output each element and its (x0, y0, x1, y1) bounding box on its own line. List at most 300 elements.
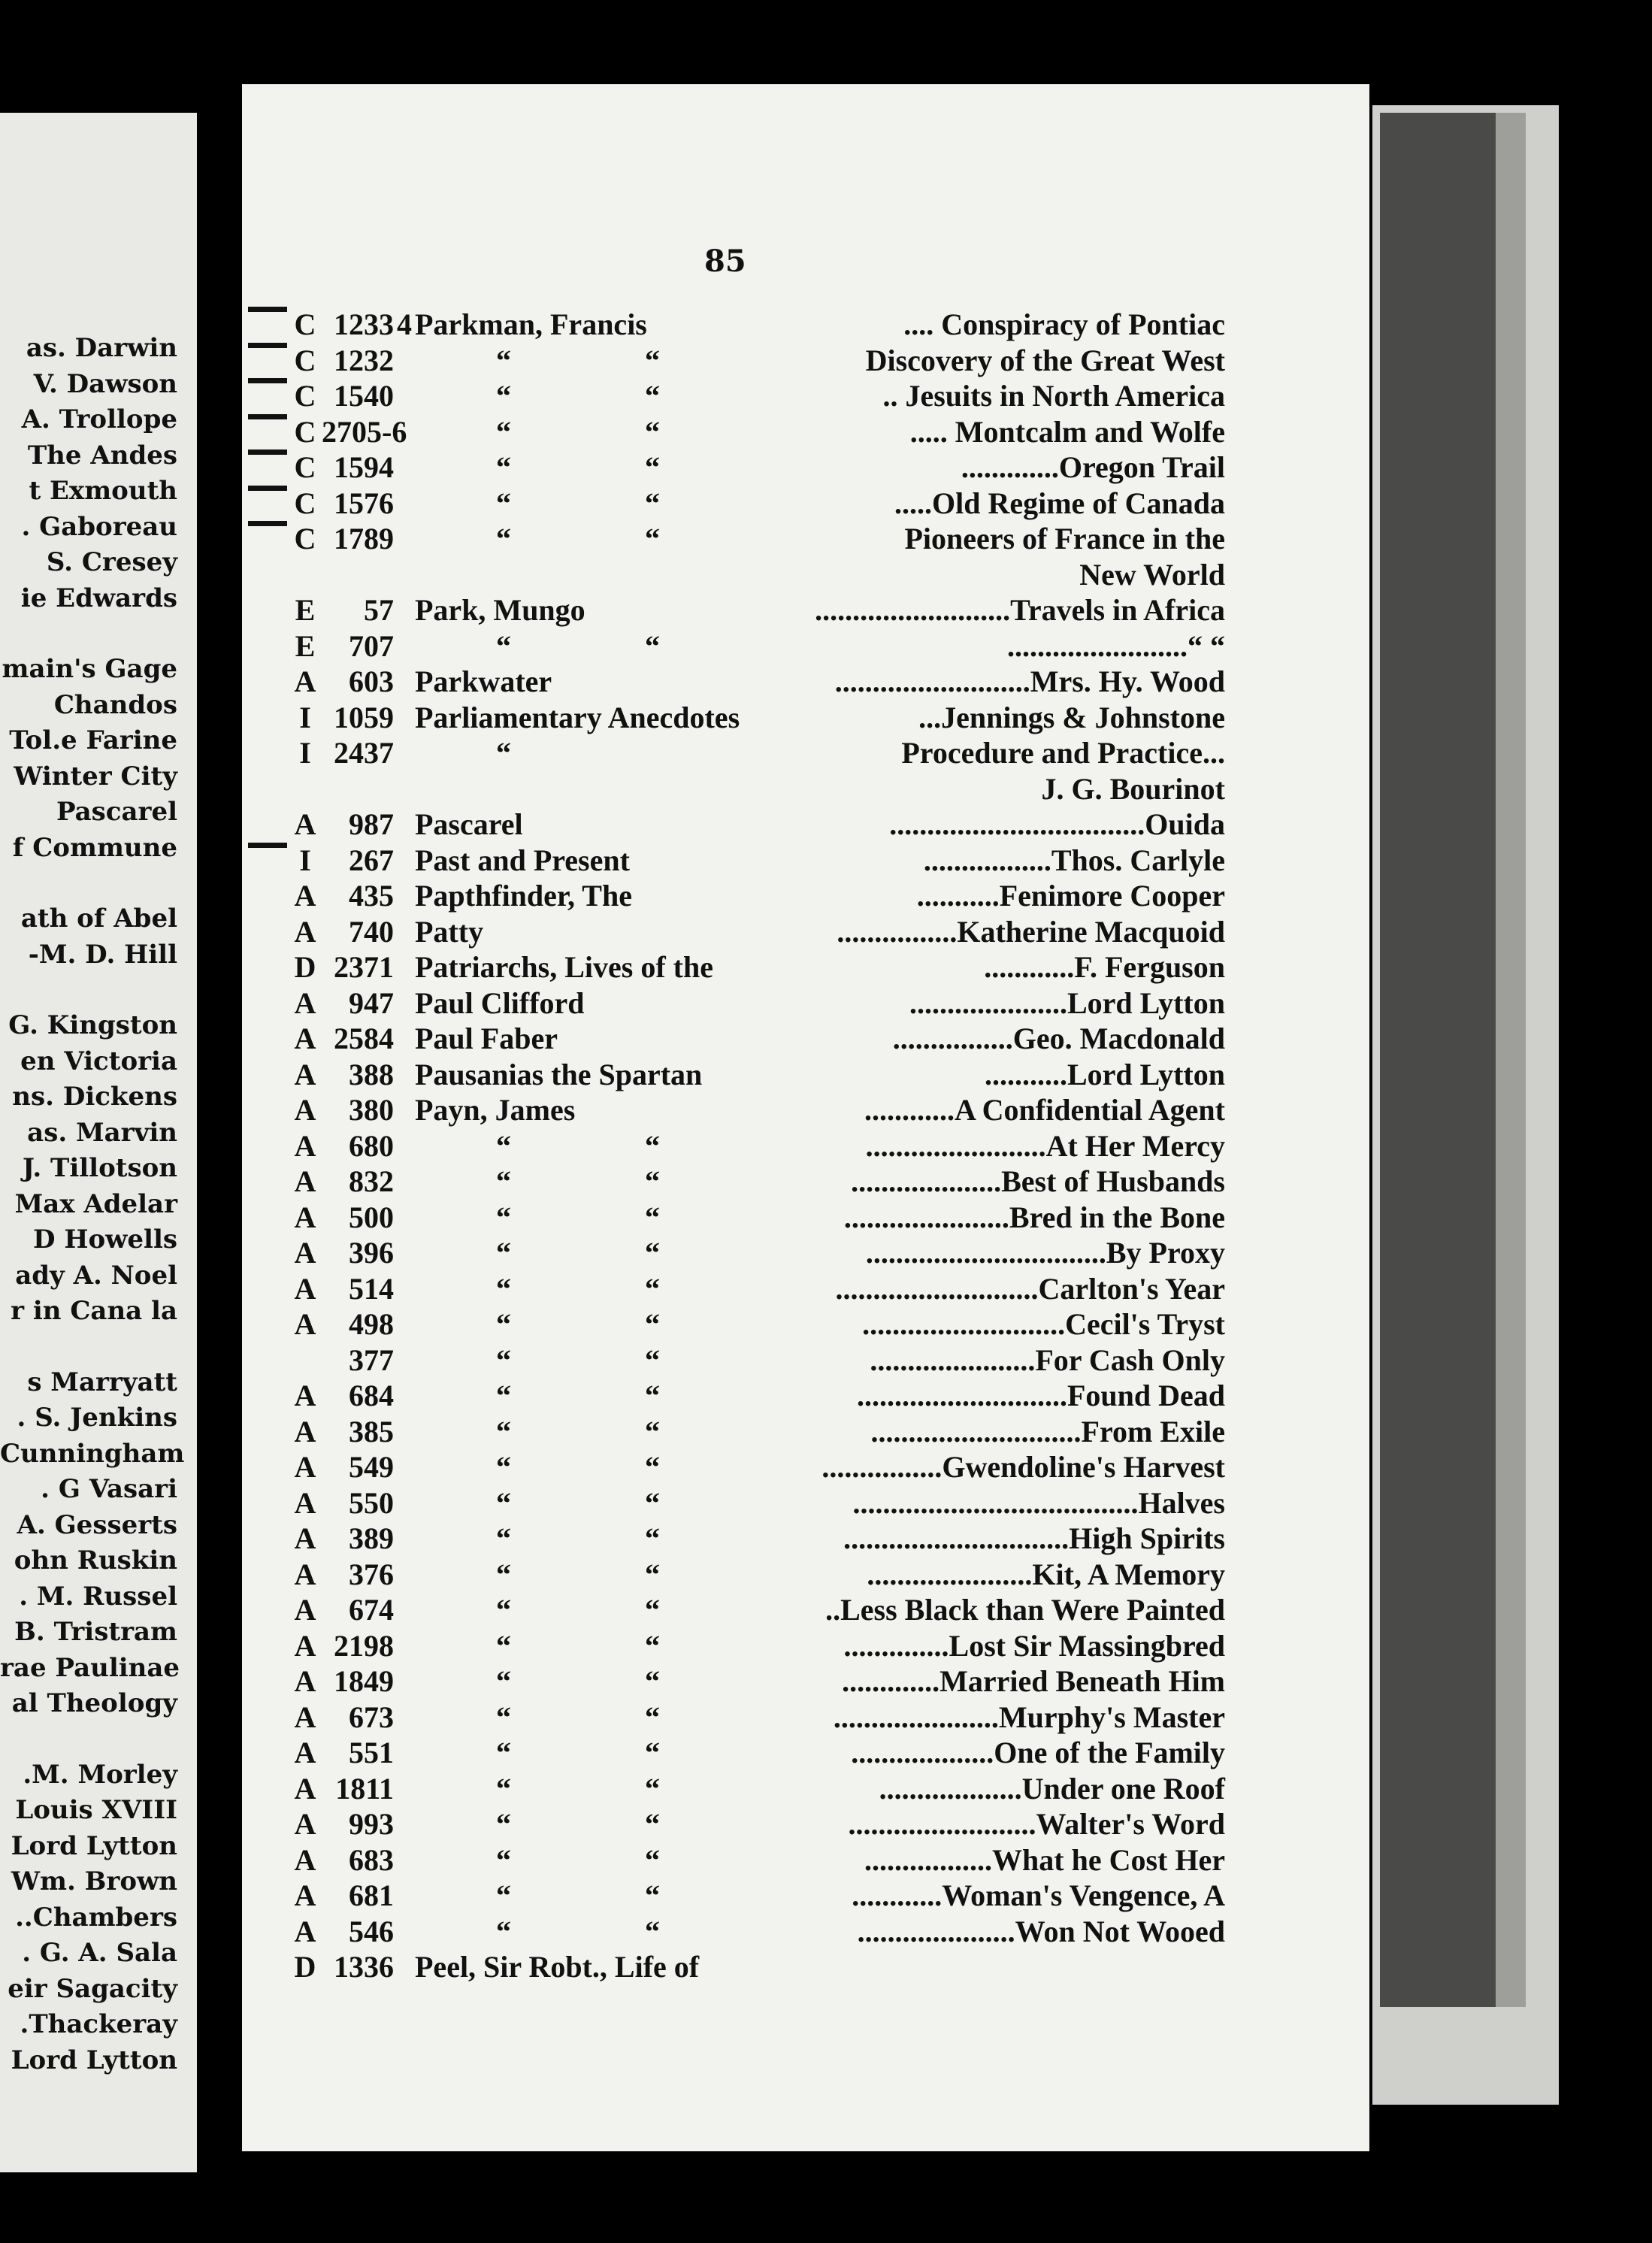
entry-number: 947 (349, 985, 394, 1020)
catalog-entries (278, 304, 1225, 1982)
left-page-line: ohn Ruskin (14, 1545, 177, 1576)
entry-number: 1811 (335, 1771, 394, 1806)
left-page-line: main's Gage (2, 654, 177, 684)
entry-class-letter: A (294, 1379, 316, 1412)
entry-number: 2198 (334, 1628, 394, 1663)
entry-number: 680 (349, 1128, 394, 1163)
ditto-mark: “ (496, 736, 511, 770)
left-page-list (0, 331, 197, 2078)
entry-class-letter: A (294, 1842, 316, 1877)
ditto-mark: “ (496, 1164, 511, 1198)
entry-class-letter: C (294, 307, 316, 341)
entry-class-letter: D (294, 1950, 316, 1984)
entry-title: ......................................Halves (852, 1485, 1225, 1520)
catalog-entry (278, 1375, 1225, 1411)
ditto-mark: “ (496, 1807, 511, 1841)
ditto-mark: “ (645, 1736, 660, 1769)
entry-title: ......................Kit, A Memory (867, 1557, 1225, 1591)
left-page-line: G. Kingston (8, 1010, 177, 1040)
ditto-mark: “ (496, 522, 511, 555)
ditto-mark: “ (496, 1414, 511, 1448)
left-page-line: B. Tristram (14, 1617, 177, 1647)
entry-title: ...................Under one Roof (879, 1771, 1225, 1806)
entry-title: ............F. Ferguson (984, 950, 1225, 984)
entry-number: 267 (349, 843, 394, 877)
entry-class-letter: A (294, 1271, 316, 1306)
catalog-entry (278, 375, 1225, 411)
ditto-mark: “ (645, 522, 660, 555)
left-page-line: A. Trollope (21, 404, 177, 434)
entry-class-letter: E (295, 593, 316, 627)
catalog-entry (278, 589, 1225, 625)
entry-class-letter: A (294, 1022, 316, 1055)
entry-number: 377 (349, 1342, 394, 1377)
entry-number: 2371 (334, 950, 394, 984)
pencil-mark (248, 307, 287, 312)
left-page-line: V. Dawson (33, 368, 177, 399)
entry-author: Patty (415, 914, 484, 949)
catalog-entry (278, 1303, 1225, 1339)
left-page-line: J. Tillotson (22, 1153, 177, 1183)
entry-title: ....................Best of Husbands (851, 1164, 1225, 1198)
entry-class-letter: A (294, 1164, 316, 1198)
entry-class-letter: D (294, 950, 316, 984)
entry-class-letter: C (294, 450, 316, 484)
entry-author: Peel, Sir Robt., Life of (415, 1950, 700, 1984)
ditto-mark: “ (496, 1342, 511, 1377)
left-page-line: as. Darwin (26, 333, 177, 363)
entry-title: .............Married Beneath Him (842, 1664, 1225, 1698)
ditto-mark: “ (645, 1164, 660, 1198)
entry-number: 385 (349, 1414, 394, 1448)
entry-title: Discovery of the Great West (865, 343, 1225, 377)
catalog-entry (278, 875, 1225, 911)
entry-class-letter: I (299, 843, 311, 877)
left-page-line: r in Cana la (11, 1296, 177, 1326)
entry-number: 498 (349, 1307, 394, 1341)
catalog-entry (278, 1839, 1225, 1875)
entry-title: ...........................Carlton's Year (835, 1271, 1225, 1306)
left-page-line: ..Chambers (15, 1902, 177, 1933)
entry-author: Patriarchs, Lives of the (415, 950, 713, 984)
left-page-line: eir Sagacity (8, 1973, 177, 2004)
entry-number: 1233 (334, 307, 394, 341)
entry-number: 550 (349, 1485, 394, 1520)
entry-class-letter: A (294, 1771, 316, 1806)
catalog-entry (278, 446, 1225, 483)
ditto-mark: “ (645, 1271, 660, 1306)
ditto-mark: “ (496, 1450, 511, 1484)
catalog-entry (278, 1625, 1225, 1661)
entry-class-letter: I (299, 736, 311, 770)
entry-class-letter: C (294, 343, 316, 377)
catalog-entry (278, 1768, 1225, 1804)
entry-number: 1540 (334, 379, 394, 413)
ditto-mark: “ (496, 1878, 511, 1912)
entry-number: 683 (349, 1842, 394, 1877)
entry-number: 832 (349, 1164, 394, 1198)
entry-number: 435 (349, 879, 394, 913)
catalog-entry (278, 911, 1225, 947)
entry-number: 1059 (334, 700, 394, 734)
left-page-line: Lord Lytton (11, 2045, 177, 2075)
entry-number: 2437 (334, 736, 394, 770)
ditto-mark: “ (645, 1664, 660, 1698)
entry-number: 707 (349, 628, 394, 663)
entry-title: .....................Won Not Wooed (857, 1914, 1225, 1948)
entry-number: 2584 (334, 1022, 394, 1055)
page-number: 85 (704, 244, 746, 279)
ditto-mark: “ (645, 1200, 660, 1234)
ditto-mark: “ (645, 1521, 660, 1555)
entry-author: Payn, James (415, 1093, 576, 1127)
entry-class-letter: A (294, 1521, 316, 1555)
ditto-mark: “ (496, 628, 511, 663)
ditto-mark: “ (645, 450, 660, 484)
entry-class-letter: A (294, 807, 316, 841)
entry-class-letter: A (294, 879, 316, 913)
catalog-entry (278, 661, 1225, 697)
entry-title: .........................Walter's Word (848, 1807, 1225, 1841)
ditto-mark: “ (645, 1771, 660, 1806)
catalog-entry (278, 1161, 1225, 1197)
ditto-mark: “ (496, 1200, 511, 1234)
left-page-line: . M. Russel (19, 1581, 177, 1612)
catalog-entry (278, 1054, 1225, 1090)
entry-number: 1594 (334, 450, 394, 484)
ditto-mark: “ (645, 1807, 660, 1841)
ditto-mark: “ (645, 1842, 660, 1877)
catalog-entry (278, 1732, 1225, 1768)
entry-class-letter: A (294, 1914, 316, 1948)
ditto-mark: “ (496, 1236, 511, 1270)
entry-number: 684 (349, 1379, 394, 1412)
entry-class-letter: C (294, 522, 316, 555)
catalog-entry (278, 732, 1225, 768)
entry-title: ...................One of the Family (851, 1736, 1225, 1769)
left-page-line: S. Cresey (46, 547, 177, 577)
ditto-mark: “ (496, 486, 511, 520)
ditto-mark: “ (645, 1379, 660, 1412)
ditto-mark: “ (496, 1628, 511, 1663)
left-page-line: Cunningham (0, 1438, 185, 1469)
ditto-mark: “ (496, 1700, 511, 1734)
entry-author: Parkman, Francis (415, 307, 647, 341)
left-page-line: as. Marvin (27, 1117, 177, 1148)
catalog-entry (278, 1268, 1225, 1304)
entry-class-letter: E (295, 628, 316, 663)
ditto-mark: “ (496, 414, 511, 449)
pencil-mark (248, 521, 287, 526)
catalog-entry (278, 1446, 1225, 1482)
entry-number: 57 (364, 593, 394, 627)
left-page-line: . G Vasari (41, 1474, 177, 1504)
entry-title: New World (1079, 557, 1225, 592)
left-page-line: .M. Morley (23, 1759, 177, 1790)
entry-title: .............Oregon Trail (961, 450, 1225, 484)
ditto-mark: “ (645, 1914, 660, 1948)
catalog-entry (278, 1697, 1225, 1733)
catalog-entry (278, 1875, 1225, 1911)
catalog-entry (278, 1911, 1225, 1947)
ditto-mark: “ (645, 343, 660, 377)
entry-title: ............A Confidential Agent (864, 1093, 1225, 1127)
left-page-line: Wm. Brown (11, 1866, 177, 1896)
entry-author: Paul Faber (415, 1022, 558, 1055)
catalog-entry (278, 411, 1225, 447)
ditto-mark: “ (645, 1878, 660, 1912)
entry-number: 396 (349, 1236, 394, 1270)
entry-number: 500 (349, 1200, 394, 1234)
pencil-mark (248, 486, 287, 491)
entry-title: ............................From Exile (870, 1414, 1225, 1448)
left-page-line: Louis XVIII (15, 1795, 177, 1825)
entry-number: 674 (349, 1593, 394, 1627)
entry-title: ................Gwendoline's Harvest (821, 1450, 1225, 1484)
entry-title: J. G. Bourinot (1041, 771, 1225, 806)
left-page-line: ns. Dickens (12, 1082, 177, 1112)
pencil-mark (248, 378, 287, 383)
entry-class-letter: C (294, 486, 316, 520)
ditto-mark: “ (496, 379, 511, 413)
entry-title: ..Less Black than Were Painted (825, 1593, 1225, 1627)
entry-title: ........................“ “ (1007, 628, 1225, 663)
entry-title: ............Woman's Vengence, A (852, 1878, 1225, 1912)
entry-title: ...........Lord Lytton (984, 1057, 1225, 1091)
entry-author: Parliamentary Anecdotes (415, 700, 740, 734)
catalog-entry (278, 1589, 1225, 1625)
ditto-mark: “ (496, 1593, 511, 1627)
entry-title: ...........................Cecil's Tryst (862, 1307, 1225, 1341)
entry-number: 551 (349, 1736, 394, 1769)
entry-number: 673 (349, 1700, 394, 1734)
entry-author: Pausanias the Spartan (415, 1057, 703, 1091)
ditto-mark: “ (645, 1450, 660, 1484)
entry-title: ..........................Mrs. Hy. Wood (834, 664, 1225, 698)
entry-title: .................What he Cost Her (864, 1842, 1225, 1877)
ditto-mark: “ (645, 1700, 660, 1734)
ditto-mark: “ (496, 1557, 511, 1591)
entry-title: ................Katherine Macquoid (837, 914, 1225, 949)
entry-title: ........................At Her Mercy (865, 1128, 1225, 1163)
entry-author: Paul Clifford (415, 985, 585, 1020)
entry-title: ...........Fenimore Cooper (916, 879, 1225, 913)
ditto-mark: “ (645, 1485, 660, 1520)
catalog-entry (278, 1197, 1225, 1233)
entry-number: 389 (349, 1521, 394, 1555)
entry-class-letter: A (294, 1664, 316, 1698)
entry-author: Park, Mungo (415, 593, 585, 627)
catalog-entry (278, 1803, 1225, 1839)
entry-class-letter: A (294, 1593, 316, 1627)
ditto-mark: “ (645, 1414, 660, 1448)
catalog-entry (278, 518, 1225, 554)
entry-author: Past and Present (415, 843, 630, 877)
ditto-mark: “ (496, 1771, 511, 1806)
entry-class-letter: I (299, 700, 311, 734)
left-page-line: . G. A. Sala (22, 1938, 177, 1968)
left-page-fragment (0, 113, 197, 2172)
entry-title: ...Jennings & Johnstone (918, 700, 1225, 734)
entry-author: Pascarel (415, 807, 523, 841)
entry-class-letter: A (294, 1236, 316, 1270)
entry-volumes: 4 (397, 307, 412, 341)
book-page-edge (1496, 113, 1526, 2007)
catalog-entry (278, 840, 1225, 876)
catalog-entry (278, 982, 1225, 1019)
left-page-line: s Marryatt (27, 1367, 177, 1397)
left-page-line: Chandos (53, 689, 177, 720)
ditto-mark: “ (496, 1485, 511, 1520)
left-page-line: D Howells (33, 1224, 177, 1255)
left-page-line: rae Paulinae (0, 1652, 180, 1683)
entry-title: .................Thos. Carlyle (923, 843, 1225, 877)
entry-class-letter: A (294, 1485, 316, 1520)
left-page-line: al Theology (11, 1688, 177, 1718)
entry-class-letter: A (294, 1807, 316, 1841)
left-page-line: en Victoria (20, 1046, 177, 1076)
left-page-line: Max Adelar (14, 1188, 177, 1219)
ditto-mark: “ (645, 1128, 660, 1163)
left-page-line: ady A. Noel (15, 1260, 177, 1291)
entry-number: 1789 (334, 522, 394, 555)
entry-title: Pioneers of France in the (904, 522, 1225, 555)
entry-class-letter: A (294, 1700, 316, 1734)
ditto-mark: “ (496, 1736, 511, 1769)
entry-title: ..........................Travels in Africa (815, 593, 1225, 627)
entry-number: 546 (349, 1914, 394, 1948)
pencil-mark (248, 450, 287, 455)
entry-class-letter: A (294, 1878, 316, 1912)
entry-number: 2705-6 (322, 414, 407, 449)
entry-class-letter: C (294, 414, 316, 449)
entry-class-letter: C (294, 379, 316, 413)
entry-title: ......................Bred in the Bone (843, 1200, 1225, 1234)
ditto-mark: “ (645, 1236, 660, 1270)
ditto-mark: “ (645, 1342, 660, 1377)
catalog-entry (278, 768, 1225, 804)
ditto-mark: “ (645, 414, 660, 449)
entry-number: 1849 (334, 1664, 394, 1698)
left-page-line: A. Gesserts (17, 1509, 177, 1540)
entry-number: 388 (349, 1057, 394, 1091)
entry-number: 681 (349, 1878, 394, 1912)
ditto-mark: “ (496, 450, 511, 484)
left-page-line: ath of Abel (20, 904, 177, 934)
entry-title: .. Jesuits in North America (882, 379, 1225, 413)
catalog-entry (278, 483, 1225, 519)
entry-class-letter: A (294, 1736, 316, 1769)
catalog-entry (278, 1411, 1225, 1447)
left-page-line: Pascarel (56, 797, 177, 827)
entry-title: .....................Lord Lytton (909, 985, 1225, 1020)
catalog-entry (278, 1946, 1225, 1982)
entry-class-letter: A (294, 1628, 316, 1663)
entry-class-letter: A (294, 1093, 316, 1127)
entry-author: Papthfinder, The (415, 879, 632, 913)
entry-title: ..... Montcalm and Wolfe (909, 414, 1225, 449)
entry-number: 514 (349, 1271, 394, 1306)
ditto-mark: “ (496, 343, 511, 377)
ditto-mark: “ (645, 379, 660, 413)
ditto-mark: “ (496, 1379, 511, 1412)
ditto-mark: “ (645, 1557, 660, 1591)
entry-number: 549 (349, 1450, 394, 1484)
left-page-line: The Andes (27, 440, 177, 471)
catalog-entry (278, 625, 1225, 661)
pencil-mark (248, 343, 287, 348)
ditto-mark: “ (496, 1914, 511, 1948)
catalog-entry (278, 1089, 1225, 1125)
entry-title: ......................For Cash Only (870, 1342, 1225, 1377)
book-spine-shadow (1380, 113, 1496, 2007)
entry-title: ......................Murphy's Master (833, 1700, 1225, 1734)
entry-number: 1576 (334, 486, 394, 520)
entry-number: 740 (349, 914, 394, 949)
catalog-entry (278, 1339, 1225, 1376)
entry-class-letter: A (294, 1557, 316, 1591)
pencil-mark (248, 843, 287, 848)
ditto-mark: “ (496, 1271, 511, 1306)
entry-title: ............................Found Dead (856, 1379, 1225, 1412)
catalog-entry (278, 697, 1225, 733)
ditto-mark: “ (496, 1842, 511, 1877)
ditto-mark: “ (496, 1307, 511, 1341)
catalog-entry (278, 340, 1225, 376)
left-page-line: .Thackeray (20, 2009, 177, 2039)
ditto-mark: “ (645, 628, 660, 663)
entry-title: .... Conspiracy of Pontiac (903, 307, 1225, 341)
entry-author: Parkwater (415, 664, 552, 698)
entry-title: Procedure and Practice... (901, 736, 1225, 770)
catalog-entry (278, 1018, 1225, 1054)
left-page-line: . S. Jenkins (17, 1403, 177, 1433)
ditto-mark: “ (645, 486, 660, 520)
entry-number: 1336 (334, 1950, 394, 1984)
catalog-entry (278, 804, 1225, 840)
left-page-line: Winter City (14, 761, 177, 792)
ditto-mark: “ (645, 1593, 660, 1627)
entry-class-letter: A (294, 664, 316, 698)
catalog-entry (278, 1232, 1225, 1268)
left-page-line: . Gaboreau (21, 511, 177, 542)
entry-class-letter: A (294, 1128, 316, 1163)
entry-number: 380 (349, 1093, 394, 1127)
left-page-line: t Exmouth (29, 476, 177, 506)
ditto-mark: “ (496, 1128, 511, 1163)
left-page-line: Tol.e Farine (9, 725, 177, 755)
catalog-entry (278, 946, 1225, 982)
catalog-entry (278, 1125, 1225, 1161)
entry-title: .....Old Regime of Canada (894, 486, 1225, 520)
left-page-line: -M. D. Hill (28, 939, 177, 970)
entry-class-letter: A (294, 914, 316, 949)
ditto-mark: “ (645, 1628, 660, 1663)
catalog-entry (278, 1660, 1225, 1697)
entry-title: ................................By Proxy (865, 1236, 1225, 1270)
entry-class-letter: A (294, 1200, 316, 1234)
ditto-mark: “ (496, 1521, 511, 1555)
ditto-mark: “ (496, 1664, 511, 1698)
entry-class-letter: A (294, 1450, 316, 1484)
catalog-entry (278, 1518, 1225, 1554)
left-page-line: ie Edwards (20, 583, 177, 613)
entry-number: 987 (349, 807, 394, 841)
catalog-entry (278, 1482, 1225, 1518)
left-page-line: f Commune (12, 832, 177, 863)
entry-class-letter: A (294, 1057, 316, 1091)
entry-number: 993 (349, 1807, 394, 1841)
